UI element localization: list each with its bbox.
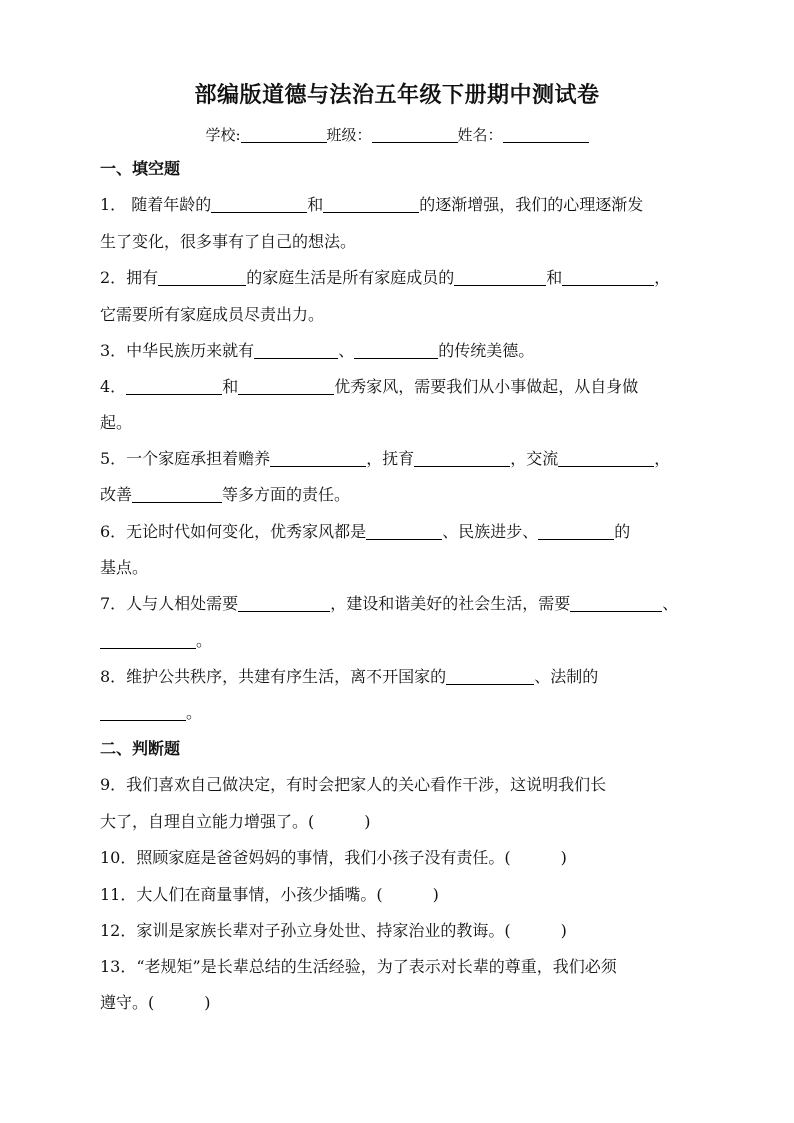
question-10: 10．照顾家庭是爸爸妈妈的事情，我们小孩子没有责任。( ) (100, 848, 567, 867)
question-2-line-2: 它需要所有家庭成员尽责出力。 (100, 305, 325, 324)
question-3: 3．中华民族历来就有 、 的传统美德。 (100, 341, 535, 360)
question-13-line-2: 遵守。( ) (100, 993, 211, 1012)
name-blank[interactable] (503, 126, 589, 143)
q2-blank-2[interactable] (454, 268, 546, 286)
q3-blank-2[interactable] (354, 341, 438, 359)
question-8-line-2: 。 (100, 700, 202, 723)
q7-blank-3[interactable] (100, 631, 196, 649)
question-1-line-1: 1． 随着年龄的 和 的逐渐增强，我们的心理逐渐发 (100, 195, 644, 214)
q8-blank-2[interactable] (100, 703, 186, 721)
q5-blank-4[interactable] (132, 485, 222, 503)
q5-blank-1[interactable] (270, 449, 366, 467)
name-label: 姓名： (457, 126, 503, 144)
class-label: 班级： (326, 126, 372, 144)
school-label: 学校: (205, 126, 241, 144)
question-5-line-2: 改善 等多方面的责任。 (100, 485, 351, 504)
question-8-line-1: 8．维护公共秩序，共建有序生活，离不开国家的 、法制的 (100, 667, 599, 686)
question-11: 11．大人们在商量事情，小孩少插嘴。( ) (100, 885, 439, 904)
q5-blank-2[interactable] (414, 449, 510, 467)
q5-blank-3[interactable] (558, 449, 654, 467)
question-5-line-1: 5．一个家庭承担着赡养 ，抚育 ，交流 ， (100, 449, 671, 468)
q7-blank-1[interactable] (238, 594, 330, 612)
question-13-line-1: 13．“老规矩”是长辈总结的生活经验，为了表示对长辈的尊重，我们必须 (100, 957, 617, 976)
q7-blank-2[interactable] (570, 594, 662, 612)
q1-blank-2[interactable] (323, 195, 419, 213)
q4-blank-2[interactable] (238, 377, 334, 395)
section-true-false: 二、判断题 (100, 739, 181, 758)
question-4-line-2: 起。 (100, 413, 133, 432)
q3-blank-1[interactable] (254, 341, 338, 359)
q2-blank-3[interactable] (562, 268, 654, 286)
question-2-line-1: 2．拥有 的家庭生活是所有家庭成员的 和 ， (100, 268, 671, 287)
question-9-line-1: 9．我们喜欢自己做决定，有时会把家人的关心看作干涉，这说明我们长 (100, 775, 607, 794)
page-title: 部编版道德与法治五年级下册期中测试卷 (194, 83, 600, 108)
section-fill-in: 一、填空题 (100, 159, 181, 178)
question-7-line-1: 7．人与人相处需要 ，建设和谐美好的社会生活，需要 、 (100, 594, 679, 613)
question-7-line-2: 。 (100, 628, 212, 651)
question-4-line-1: 4． 和 优秀家风，需要我们从小事做起，从自身做 (100, 377, 639, 396)
question-6-line-1: 6．无论时代如何变化，优秀家风都是 、民族进步、 的 (100, 522, 631, 541)
q1-blank-1[interactable] (211, 195, 307, 213)
q6-blank-1[interactable] (366, 522, 442, 540)
student-info-line (0, 124, 794, 145)
question-1-line-2: 生了变化，很多事有了自己的想法。 (100, 232, 357, 251)
class-blank[interactable] (372, 126, 458, 143)
q4-blank-1[interactable] (126, 377, 222, 395)
school-blank[interactable] (241, 126, 327, 143)
q2-blank-1[interactable] (158, 268, 246, 286)
question-6-line-2: 基点。 (100, 558, 149, 577)
question-12: 12．家训是家族长辈对子孙立身处世、持家治业的教诲。( ) (100, 921, 567, 940)
q8-blank-1[interactable] (446, 667, 534, 685)
question-9-line-2: 大了，自理自立能力增强了。( ) (100, 812, 371, 831)
q6-blank-2[interactable] (538, 522, 614, 540)
